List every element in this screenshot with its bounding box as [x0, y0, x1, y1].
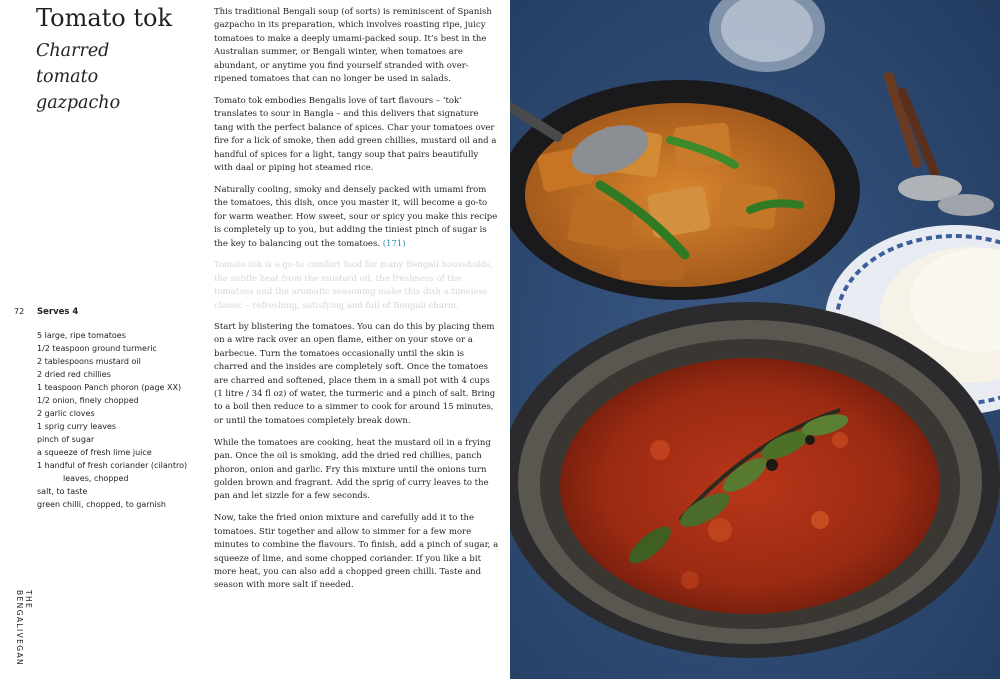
- page-reference-link[interactable]: (171): [382, 238, 406, 249]
- ingredient-item: 1 sprig curry leaves: [37, 422, 117, 431]
- ingredient-list: [37, 329, 207, 511]
- ingredient-item: 5 large, ripe tomatoes: [37, 331, 126, 340]
- running-head: THE BENGALIVEGAN: [15, 590, 33, 667]
- recipe-title: Tomato tok: [36, 4, 173, 32]
- food-photo: [510, 0, 1000, 679]
- body-text-column: [214, 6, 499, 601]
- intro-paragraph: This traditional Bengali soup (of sorts) is reminiscent of Spanish gazpacho in its preparation, which involves roasting ripe, juicy tomatoes to make a deeply umami-packed soup. It’s best in the Australian summer, or Bengali winter, when tomatoes are abundant, or anytime you find yourself stranded with over-ripened tomatoes that can no longer be used in salads.: [214, 7, 492, 85]
- serves-label: Serves 4: [37, 307, 79, 317]
- ingredient-item: a squeeze of fresh lime juice: [37, 448, 152, 457]
- page-number: 72: [14, 307, 25, 316]
- method-step: Start by blistering the tomatoes. You can do this by placing them on a wire rack over an open flame, either on your stove or a barbecue. Turn the tomatoes occasionally until the skin is charred and the insides are completely soft. Once the tomatoes are charred and softened, place them in a small pot with 4 cups (1 litre / 34 fl oz) of water, the turmeric and a pinch of salt. Bring to a boil then reduce to a simmer to cook for around 15 minutes, or until the tomatoes completely break down.: [214, 322, 496, 426]
- ingredient-item: 2 garlic cloves: [37, 409, 95, 418]
- recipe-subtitle: Charred tomato gazpacho: [36, 41, 121, 113]
- ingredient-item: 1 teaspoon Panch phoron (page XX): [37, 383, 182, 392]
- method-step: While the tomatoes are cooking, heat the mustard oil in a frying pan. Once the oil is smoking, add the dried red chillies, panch phoron, onion and garlic. Fry this mixture until the onions turn golden brown and fragrant. Add the sprig of curry leaves to the pan and let sizzle for a few seconds.: [214, 437, 491, 502]
- ingredient-item-continued: leaves, chopped: [63, 474, 129, 483]
- ingredient-item: 1 handful of fresh coriander (cilantro): [37, 461, 188, 470]
- intro-paragraph: [214, 184, 499, 251]
- ingredient-item: 1/2 teaspoon ground turmeric: [37, 344, 157, 353]
- intro-paragraph: Tomato tok embodies Bengalis love of tart flavours – ‘tok’ translates to sour in Bangla – and this delivers that signature tang with the perfect balance of spices. Char your tomatoes over fire for a lick of smoke, then add green chillies, mustard oil and a handful of spices for a light, tangy soup that pairs beautifully with daal or piping hot steamed rice.: [214, 95, 497, 173]
- ingredient-item: 2 dried red chillies: [37, 370, 111, 379]
- ingredient-item: salt, to taste: [37, 487, 88, 496]
- faded-paragraph: Tomato tok is a go-to comfort food for many Bengali households, the subtle heat from the mustard oil, the freshness of the tomatoes and the aromatic seasoning make this dish a timeless classic – refreshing, satisfying and full of Bengali charm.: [214, 260, 493, 311]
- ingredient-item: pinch of sugar: [37, 435, 95, 444]
- method-step: Now, take the fried onion mixture and carefully add it to the tomatoes. Stir together and allow to simmer for a few more minutes to combine the flavours. To finish, add a pinch of sugar, a squeeze of lime, and some chopped coriander. If you like a bit more heat, you can also add a chopped green chilli. Taste and season with more salt if needed.: [214, 513, 499, 591]
- soup-bowl-icon: [510, 302, 1000, 658]
- curry-bowl-icon: [510, 80, 860, 300]
- intro-paragraph-text: Naturally cooling, smoky and densely packed with umami from the tomatoes, this dish, once you master it, will become a go-to for warm weather. How sweet, sour or spicy you make this recipe is completely up to you, but adding the tiniest pinch of sugar is the key to balancing out the tomatoes.: [214, 184, 498, 249]
- ingredient-item: green chilli, chopped, to garnish: [37, 500, 166, 509]
- ingredient-item: 2 tablespoons mustard oil: [37, 357, 141, 366]
- ingredient-item: 1/2 onion, finely chopped: [37, 396, 139, 405]
